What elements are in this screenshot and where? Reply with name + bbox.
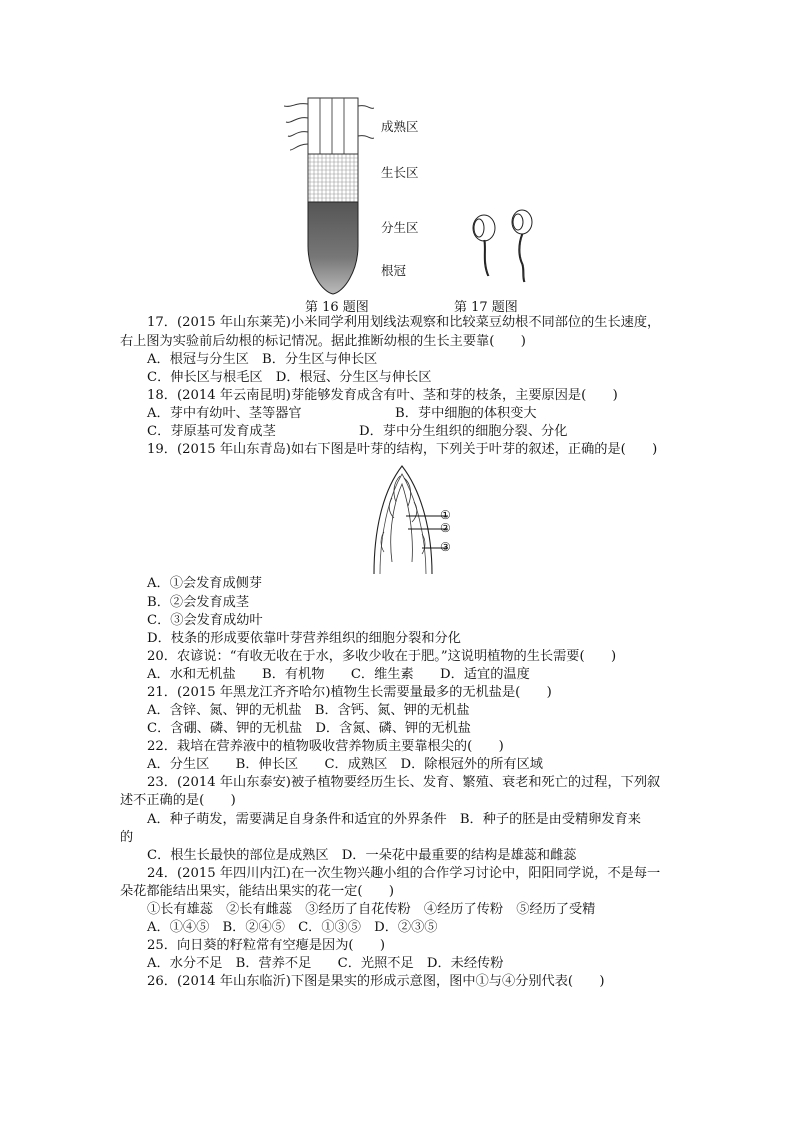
q17-stem-cont: 右上图为实验前后幼根的标记情况。据此推断幼根的生长主要靠( ) xyxy=(120,334,526,349)
q23-options-ab: A．种子萌发，需要满足自身条件和适宜的外界条件 B．种子的胚是由受精卵发育来 xyxy=(147,812,641,827)
q25-stem: 25．向日葵的籽粒常有空瘪是因为( ) xyxy=(147,938,386,953)
q17-stem: 17．(2015 年山东莱芜)小米同学利用划线法观察和比较菜豆幼根不同部位的生长速度， xyxy=(147,315,661,330)
q21-options-cd: C．含硼、磷、钾的无机盐 D．含氮、磷、钾的无机盐 xyxy=(147,721,471,736)
q19-option-d: D．枝条的形成要依靠叶芽营养组织的细胞分裂和分化 xyxy=(147,631,461,646)
q19-option-c: C．③会发育成幼叶 xyxy=(147,613,263,628)
q20-stem: 20．农谚说：“有收无收在于水，多收少收在于肥。”这说明植物的生长需要( ) xyxy=(147,649,617,664)
q22-options: A．分生区 B．伸长区 C．成熟区 D．除根冠外的所有区域 xyxy=(147,757,543,772)
root-tip-figure xyxy=(284,96,374,296)
q19-option-a: A．①会发育成侧芽 xyxy=(147,576,263,591)
q18-option-a: A．芽中有幼叶、茎等器官 xyxy=(147,406,302,421)
q26-stem: 26．(2014 年山东临沂)下图是果实的形成示意图，图中①与④分别代表( ) xyxy=(147,974,605,989)
q19-stem: 19．(2015 年山东青岛)如右下图是叶芽的结构，下列关于叶芽的叙述，正确的是( ) xyxy=(147,442,658,457)
q18-option-d: D．芽中分生组织的细胞分裂、分化 xyxy=(359,424,568,439)
q22-stem: 22．栽培在营养液中的植物吸收营养物质主要靠根尖的( ) xyxy=(147,739,504,754)
q24-statements: ①长有雄蕊 ②长有雌蕊 ③经历了自花传粉 ④经历了传粉 ⑤经历了受精 xyxy=(147,902,596,917)
q18-option-b: B．芽中细胞的体积变大 xyxy=(395,406,537,421)
fig16-label-meristem-zone: 分生区 xyxy=(381,220,419,235)
q19-option-b: B．②会发育成茎 xyxy=(147,595,250,610)
q24-stem-cont: 朵花都能结出果实，能结出果实的花一定( ) xyxy=(120,884,395,899)
q23-stem: 23．(2014 年山东泰安)被子植物要经历生长、发育、繁殖、衰老和死亡的过程，下列叙 xyxy=(147,775,661,790)
q23-options-ab-cont: 的 xyxy=(120,830,134,845)
q18-option-c: C．芽原基可发育成茎 xyxy=(147,424,276,439)
fig16-label-root-cap: 根冠 xyxy=(381,263,407,278)
q24-options: A．①④⑤ B．②④⑤ C．①③⑤ D．②③⑤ xyxy=(147,920,438,935)
q17-options-cd: C．伸长区与根毛区 D．根冠、分生区与伸长区 xyxy=(147,370,432,385)
fig16-label-mature-zone: 成熟区 xyxy=(381,119,419,134)
root-tip-drawing xyxy=(284,96,374,296)
q24-stem: 24．(2015 年四川内江)在一次生物兴趣小组的合作学习讨论中，阳阳同学说，不是每一 xyxy=(147,866,661,881)
caption-fig16: 第 16 题图 xyxy=(305,300,369,315)
q20-options: A．水和无机盐 B．有机物 C．维生素 D．适宜的温度 xyxy=(147,667,530,682)
q21-stem: 21．(2015 年黑龙江齐齐哈尔)植物生长需要量最多的无机盐是( ) xyxy=(147,685,552,700)
fig19-marker-2: ② xyxy=(440,521,451,535)
fig19-marker-3: ③ xyxy=(440,540,451,554)
leaf-bud-drawing xyxy=(368,462,468,576)
seedlings-drawing xyxy=(470,208,550,288)
q21-options-ab: A．含锌、氮、钾的无机盐 B．含钙、氮、钾的无机盐 xyxy=(147,703,470,718)
seedlings-figure xyxy=(470,208,550,288)
leaf-bud-figure xyxy=(368,462,468,576)
q25-options: A．水分不足 B．营养不足 C．光照不足 D．未经传粉 xyxy=(147,956,504,971)
fig19-marker-1: ① xyxy=(440,508,451,522)
q23-stem-cont: 述不正确的是( ) xyxy=(120,793,236,808)
fig16-label-growth-zone: 生长区 xyxy=(381,165,419,180)
q18-stem: 18．(2014 年云南昆明)芽能够发育成含有叶、茎和芽的枝条，主要原因是( ) xyxy=(147,388,618,403)
q23-options-cd: C．根生长最快的部位是成熟区 D．一朵花中最重要的结构是雄蕊和雌蕊 xyxy=(147,848,577,863)
caption-fig17: 第 17 题图 xyxy=(454,300,518,315)
q17-options-ab: A．根冠与分生区 B．分生区与伸长区 xyxy=(147,352,378,367)
